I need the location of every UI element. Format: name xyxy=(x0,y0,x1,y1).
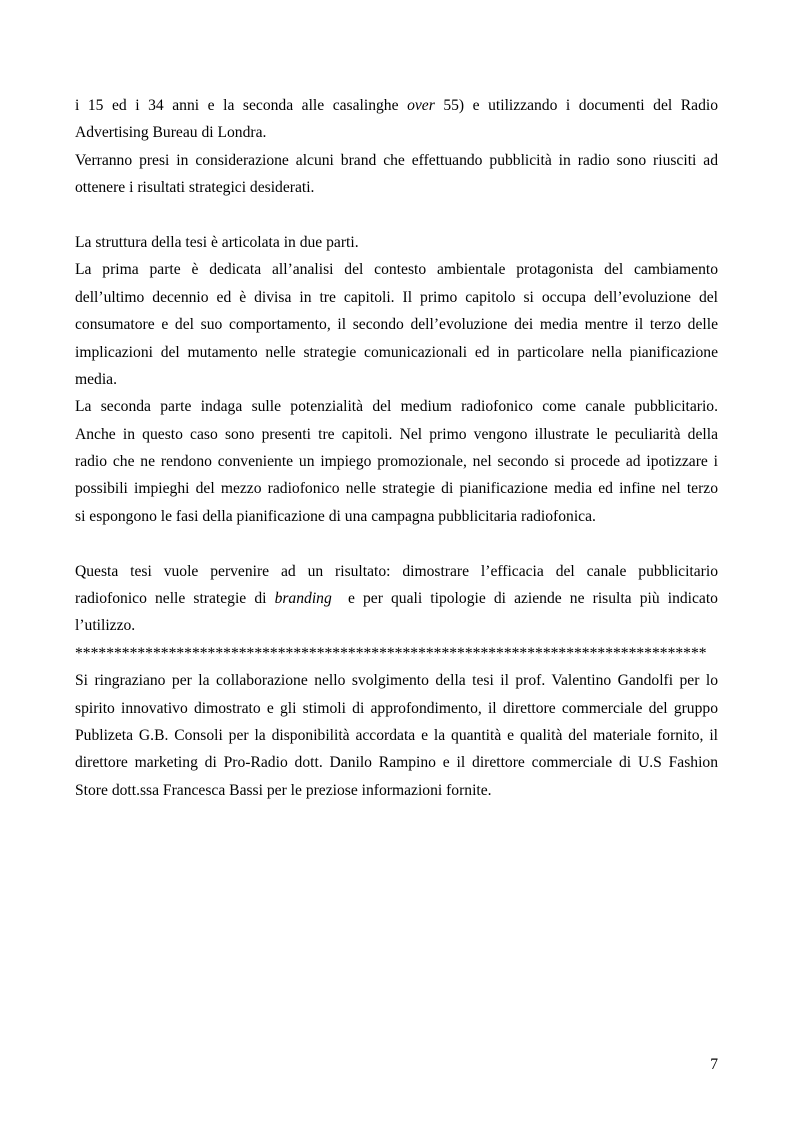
body-text xyxy=(75,92,718,804)
text-line: Advertising Bureau di Londra. xyxy=(75,124,267,142)
text-line: La seconda parte indaga sulle potenzialità del medium radiofonico come canale pubblicitario. xyxy=(75,398,718,416)
paragraph-structure xyxy=(75,229,718,530)
text-line: direttore marketing di Pro-Radio dott. Danilo Rampino e il direttore commerciale di U.S Fashion xyxy=(75,754,718,772)
page-number: 7 xyxy=(710,1056,718,1073)
text-line: consumatore e del suo comportamento, il secondo dell’evoluzione dei media mentre il terzo delle xyxy=(75,316,718,334)
text-line: Anche in questo caso sono presenti tre capitoli. Nel primo vengono illustrate le peculiarità della xyxy=(75,425,718,443)
text-line: si espongono le fasi della pianificazione di una campagna pubblicitaria radiofonica. xyxy=(75,507,596,525)
text-line: Store dott.ssa Francesca Bassi per le preziose informazioni fornite. xyxy=(75,781,492,799)
text-line: La struttura della tesi è articolata in due parti. xyxy=(75,233,359,251)
text-line: dell’ultimo decennio ed è divisa in tre capitoli. Il primo capitolo si occupa dell’evoluzione del xyxy=(75,288,718,306)
text-line: ottenere i risultati strategici desiderati. xyxy=(75,179,315,197)
text-line: implicazioni del mutamento nelle strategie comunicazionali ed in particolare nella pianificazione xyxy=(75,343,718,361)
text-line: Questa tesi vuole pervenire ad un risultato: dimostrare l’efficacia del canale pubblicitario xyxy=(75,562,718,580)
text-run: e per quali tipologie di aziende ne risulta più indicato xyxy=(331,590,718,608)
asterisk-separator: ********************************************************************************* xyxy=(75,644,707,662)
text-run: i 15 ed i 34 anni e la seconda alle casalinghe xyxy=(75,97,408,114)
text-line: media. xyxy=(75,370,117,388)
paragraph-goal xyxy=(75,558,718,640)
text-line: La prima parte è dedicata all’analisi del contesto ambientale protagonista del cambiamento xyxy=(75,261,718,279)
text-line: Verranno presi in considerazione alcuni brand che effettuando pubblicità in radio sono riusciti ad xyxy=(75,151,718,169)
paragraph-acknowledgements xyxy=(75,667,718,804)
text-line: Si ringraziano per la collaborazione nello svolgimento della tesi il prof. Valentino Gandolfi per lo xyxy=(75,672,718,690)
text-line: Publizeta G.B. Consoli per la disponibilità accordata e la quantità e qualità del materiale fornito, il xyxy=(75,726,718,744)
text-line: possibili impieghi del mezzo radiofonico nelle strategie di pianificazione media ed infine nel terzo xyxy=(75,480,718,498)
blank-line xyxy=(75,530,718,557)
text-run: radiofonico nelle strategie di xyxy=(75,590,275,608)
paragraph-intro xyxy=(75,92,718,202)
italic-term: branding xyxy=(274,590,332,608)
italic-term: over xyxy=(407,97,435,114)
text-line: l’utilizzo. xyxy=(75,617,136,635)
text-line xyxy=(75,92,718,119)
text-line xyxy=(75,585,718,612)
text-line: spirito innovativo dimostrato e gli stimoli di approfondimento, il direttore commerciale del gruppo xyxy=(75,699,718,717)
text-line: radio che ne rendono conveniente un impiego promozionale, nel secondo si procede ad ipotizzare i xyxy=(75,453,718,471)
text-run: 55) e utilizzando i documenti del Radio xyxy=(434,97,718,114)
blank-line xyxy=(75,202,718,229)
